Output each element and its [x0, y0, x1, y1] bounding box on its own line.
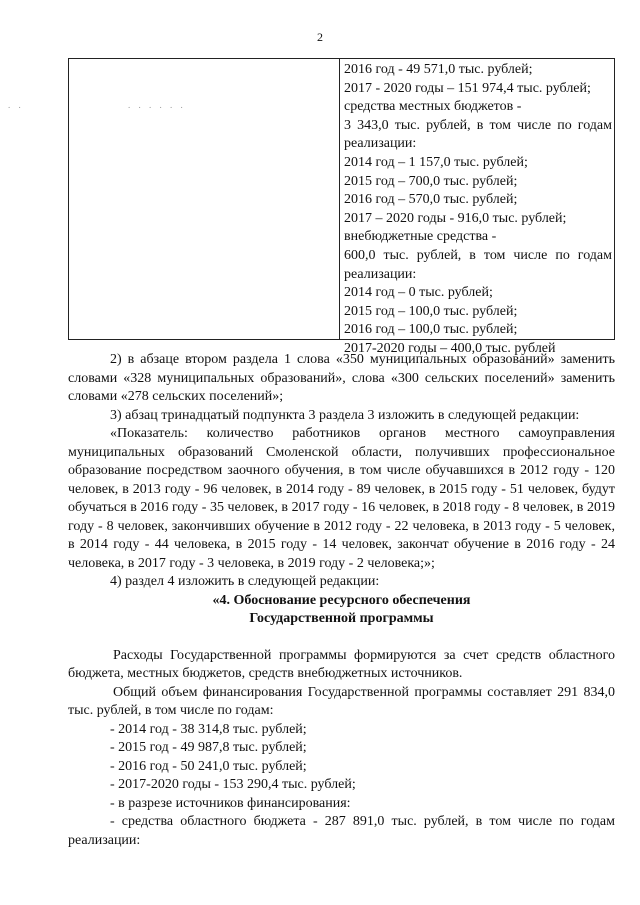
- table-line: средства местных бюджетов -: [344, 99, 522, 115]
- list-item: - в разрезе источников финансирования:: [110, 795, 351, 811]
- margin-mark: . . . . . .: [128, 100, 186, 110]
- table-column-divider: [339, 59, 340, 339]
- table-right-cell: [344, 61, 612, 359]
- table-line: 2015 год – 700,0 тыс. рублей;: [344, 173, 518, 189]
- section-heading: «4. Обоснование ресурсного обеспечения: [212, 592, 471, 608]
- margin-mark: . .: [8, 100, 24, 110]
- list-item: - 2014 год - 38 314,8 тыс. рублей;: [110, 721, 307, 737]
- blank-line: [68, 629, 615, 647]
- table-line: 2017-2020 годы – 400,0 тыс. рублей: [344, 340, 556, 356]
- table-line: реализации:: [344, 266, 417, 282]
- paragraph-amendment-2: 2) в абзаце втором раздела 1 слова «350 муниципальных образований» заменить словами «328 муниципальных образований», слова «300 сельских поселений» заменить словами «278 сельских поселений»;: [68, 352, 615, 404]
- table-line: 2017 - 2020 годы – 151 974,4 тыс. рублей;: [344, 80, 591, 96]
- table-line: 2016 год – 100,0 тыс. рублей;: [344, 322, 518, 338]
- paragraph-total-funding: Общий объем финансирования Государственной программы составляет 291 834,0 тыс. рублей, в том числе по годам:: [68, 684, 615, 718]
- list-item: - 2015 год - 49 987,8 тыс. рублей;: [110, 740, 307, 755]
- table-line: 3 343,0 тыс. рублей, в том числе по годам: [344, 117, 612, 133]
- list-item: - 2017-2020 годы - 153 290,4 тыс. рублей;: [110, 777, 356, 792]
- section-heading: Государственной программы: [249, 611, 434, 626]
- table-line: реализации:: [344, 136, 417, 152]
- table-line: 2017 – 2020 годы - 916,0 тыс. рублей;: [344, 210, 567, 226]
- document-body: [68, 351, 615, 850]
- page-number: 2: [317, 30, 323, 44]
- paragraph-expenses: Расходы Государственной программы формируются за счет средств областного бюджета, местных бюджетов, средств внебюджетных источников.: [68, 647, 615, 681]
- table-line: 2015 год – 100,0 тыс. рублей;: [344, 303, 518, 319]
- table-line: 2014 год – 0 тыс. рублей;: [344, 285, 493, 301]
- table-line: 600,0 тыс. рублей, в том числе по годам: [344, 247, 612, 263]
- funding-table: [68, 58, 615, 356]
- table-line: 2016 год – 570,0 тыс. рублей;: [344, 192, 518, 208]
- paragraph-indicator-quote: «Показатель: количество работников органов местного самоуправления муниципальных образований Смоленской области, получивших профессиональное образование посредством заочного обучения, в том числе обучавшихся в 2012 году - 120 человек, в 2013 году - 96 человек, в 2014 году - 89 человек, в 2015 году - 51 человек, будут обучаться в 2016 году - 35 человек, в 2017 году - 16 человек, в 2018 году - 8 человек, в 2019 году - 8 человек, закончивших обучение в 2012 году - 22 человека, в 2013 году - 5 человек, в 2014 году - 44 человека, в 2015 году - 14 человек, закончат обучение в 2016 году - 24 человека, в 2017 году - 3 человека, в 2019 году - 2 человека;»;: [68, 426, 615, 571]
- paragraph-amendment-4: 4) раздел 4 изложить в следующей редакции:: [110, 574, 380, 589]
- paragraph-amendment-3: 3) абзац тринадцатый подпункта 3 раздела 3 изложить в следующей редакции:: [110, 407, 580, 423]
- table-line: внебюджетные средства -: [344, 229, 497, 245]
- paragraph-regional-budget: - средства областного бюджета - 287 891,0 тыс. рублей, в том числе по годам реализации:: [68, 814, 615, 848]
- list-item: - 2016 год - 50 241,0 тыс. рублей;: [110, 758, 307, 774]
- table-line: 2014 год – 1 157,0 тыс. рублей;: [344, 154, 528, 170]
- table-line: 2016 год - 49 571,0 тыс. рублей;: [344, 62, 533, 77]
